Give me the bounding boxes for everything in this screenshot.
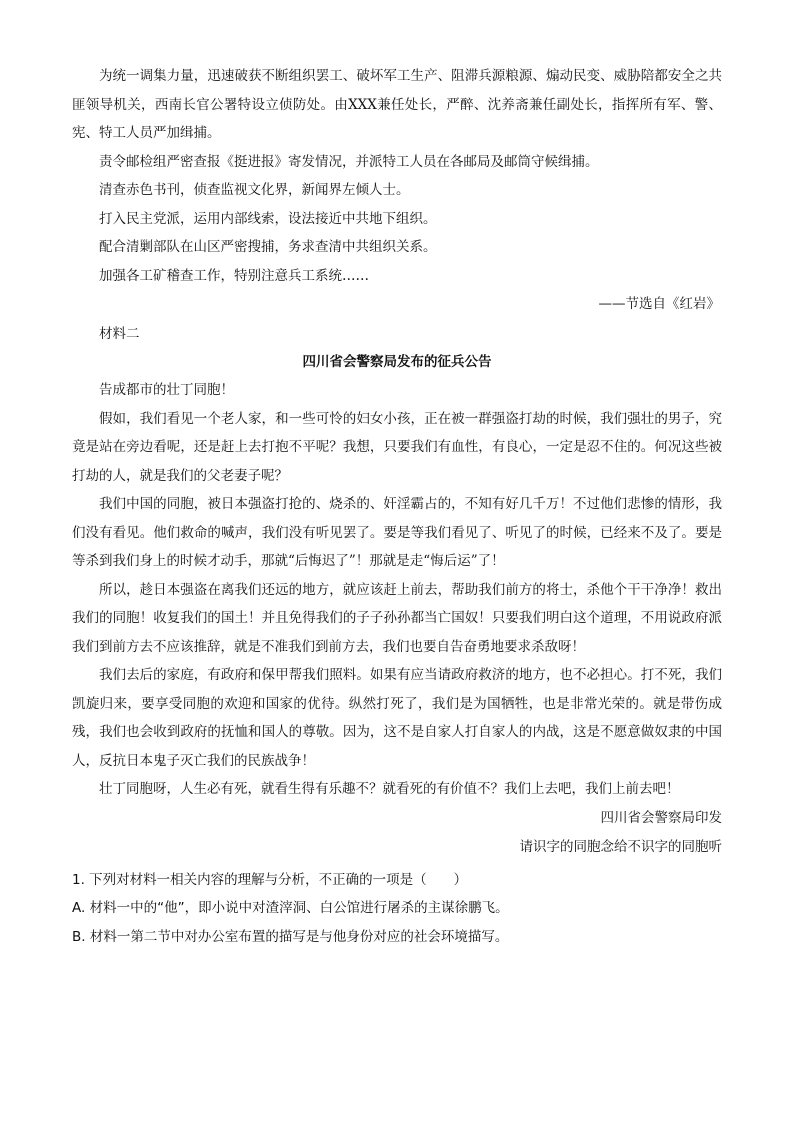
proclamation-paragraph-3: 所以，趁日本强盗在离我们还远的地方，就应该赶上前去，帮助我们前方的将士，杀他个干干净净！救出我们的同胞！收复我们的国土！并且免得我们的子子孙孙都当亡国奴！只要我们明白这个道理，不用说政府派我们到前方去不应该推辞，就是不准我们到前方去，我们也要自告奋勇地要求杀敌呀！ <box>72 581 722 655</box>
proclamation-paragraph-4: 我们去后的家庭，有政府和保甲帮我们照料。如果有应当请政府救济的地方，也不必担心。打不死，我们凯旋归来，要享受同胞的欢迎和国家的优待。纵然打死了，我们是为国牺牲，也是非常光荣的。就是带伤成残，我们也会收到政府的抚恤和国人的尊敬。因为，这不是自家人打自家人的内战，这是不愿意做奴隶的中国人，反抗日本鬼子灭亡我们的民族战争！ <box>72 667 722 769</box>
question-stem: 1. 下列对材料一相关内容的理解与分析，不正确的一项是（ ） <box>72 871 468 888</box>
material-one-paragraph-5: 配合清剿部队在山区严密搜捕，务求查清中共组织关系。 <box>99 239 437 255</box>
proclamation-paragraph-5: 壮丁同胞呀，人生必有死，就看生得有乐趣不？就看死的有价值不？我们上去吧，我们上前去吧！ <box>99 781 680 797</box>
material-one-paragraph-6: 加强各工矿稽查工作，特别注意兵工系统…… <box>99 267 369 284</box>
material-one-paragraph-2: 责令邮检组严密查报《挺进报》寄发情况，并派特工人员在各邮局及邮筒守候缉捕。 <box>99 153 599 170</box>
proclamation-signature: 四川省会警察局印发 <box>600 809 722 826</box>
option-a: A. 材料一中的“他”，即小说中对渣滓洞、白公馆进行屠杀的主谋徐鹏飞。 <box>72 900 509 916</box>
option-b: B. 材料一第二节中对办公室布置的描写是与他身份对应的社会环境描写。 <box>72 928 509 945</box>
proclamation-paragraph-2: 我们中国的同胞，被日本强盗打抢的、烧杀的、奸淫霸占的，不知有好几千万！不过他们悲惨的情形，我们没有看见。他们救命的喊声，我们没有听见罢了。要是等我们看见了、听见了的时候，已经来不及了。要是等杀到我们身上的时候才动手，那就“后悔迟了”！那就是走“悔后运”了！ <box>72 496 722 569</box>
material-one-paragraph-4: 打入民主党派，运用内部线索，设法接近中共地下组织。 <box>99 210 437 227</box>
material-one-source: ——节选自《红岩》 <box>598 296 720 312</box>
proclamation-note: 请识字的同胞念给不识字的同胞听 <box>519 838 722 855</box>
material-two <box>72 320 722 862</box>
question-block <box>72 866 722 952</box>
material-one <box>72 62 722 318</box>
proclamation-paragraph-1: 假如，我们看见一个老人家，和一些可怜的妇女小孩，正在被一群强盗打劫的时候，我们强壮的男子，究竟是站在旁边看呢，还是赶上去打抱不平呢？我想，只要我们有血性，有良心，一定是忍不住的。何况这些被打劫的人，就是我们的父老妻子呢？ <box>72 410 722 484</box>
material-two-label: 材料二 <box>99 326 140 342</box>
material-one-paragraph-3: 清查赤色书刊，侦查监视文化界，新闻界左倾人士。 <box>99 182 410 198</box>
proclamation-greeting: 告成都市的壮丁同胞！ <box>99 382 234 398</box>
material-one-paragraph-1: 为统一调集力量，迅速破获不断组织罢工、破坏军工生产、阻滞兵源粮源、煽动民变、威胁陪都安全之共匪领导机关，西南长官公署特设立侦防处。由XXX兼任处长，严醉、沈养斋兼任副处长，指挥所有军、警、宪、特工人员严加缉捕。 <box>72 68 722 141</box>
proclamation-title: 四川省会警察局发布的征兵公告 <box>302 354 492 370</box>
